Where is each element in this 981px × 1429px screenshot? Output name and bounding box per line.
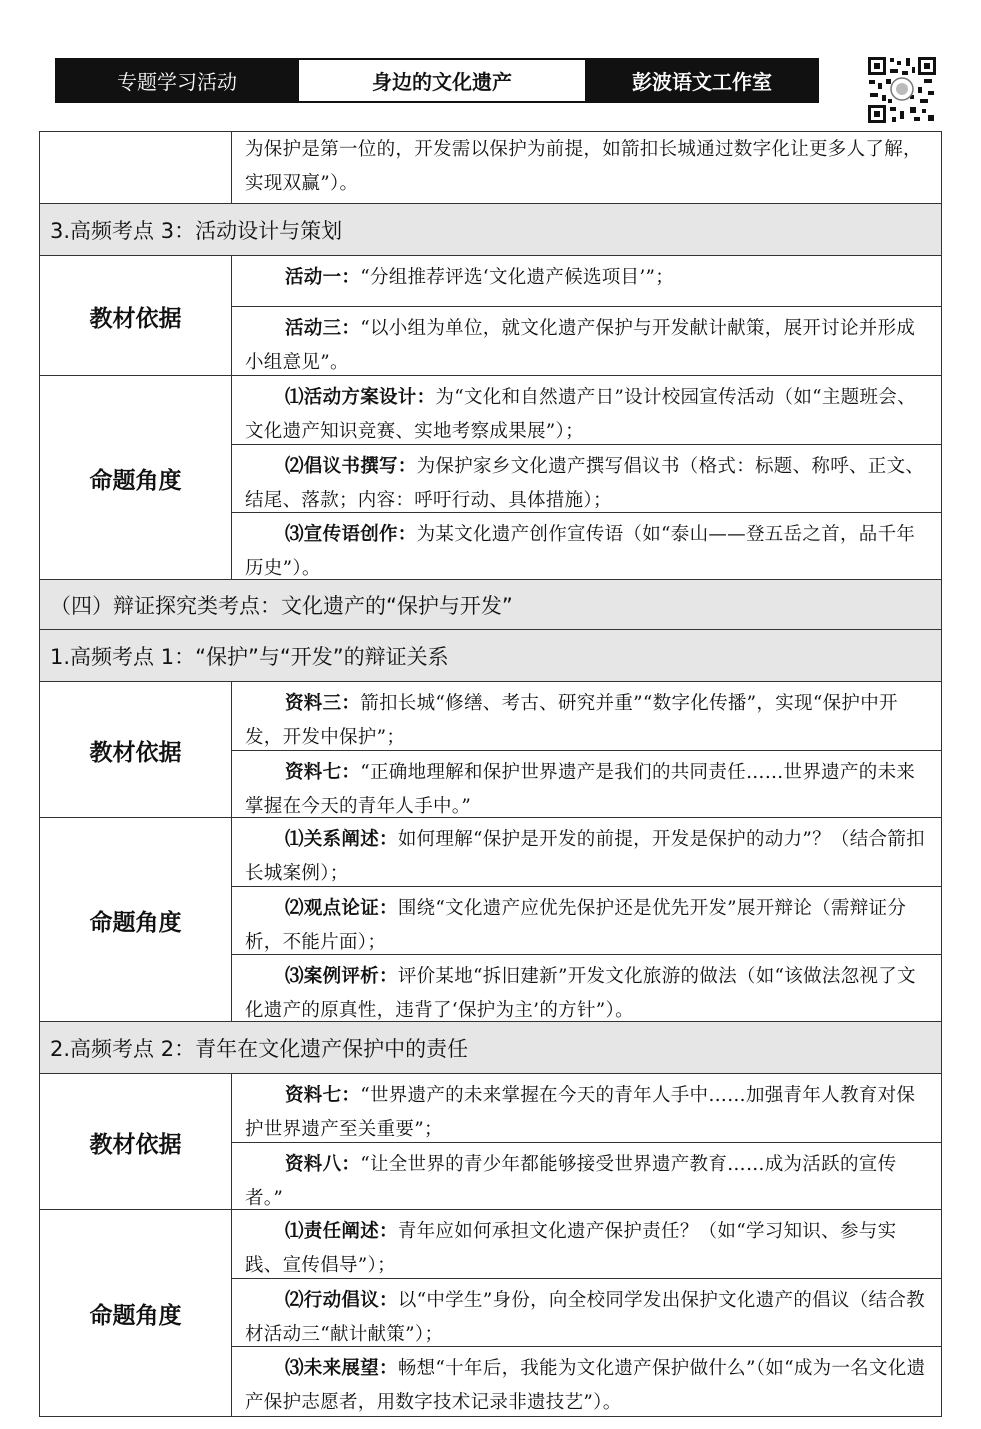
row-label: 命题角度 (40, 1210, 232, 1416)
row-label: 命题角度 (40, 376, 232, 580)
header-bar (55, 58, 819, 103)
angle-item: ⑵行动倡议：以“中学生”身份，向全校同学发出保护文化遗产的倡议（结合教材活动三“献计献策”）； (232, 1278, 941, 1346)
row-label: 命题角度 (40, 818, 232, 1022)
header-series: 专题学习活动 (57, 60, 297, 101)
s41-angle-row (40, 818, 941, 1022)
angle-item: ⑴活动方案设计：为“文化和自然遗产日”设计校园宣传活动（如“主题班会、文化遗产知识竞赛、实地考察成果展”）； (245, 387, 916, 442)
continuation-row (40, 132, 941, 204)
qr-code-icon (866, 55, 938, 125)
angle-item: ⑶宣传语创作：为某文化遗产创作宣传语（如“泰山——登五岳之首，品千年历史”）。 (232, 512, 941, 580)
angle-item: ⑴关系阐述：如何理解“保护是开发的前提，开发是保护的动力”？（结合箭扣长城案例）； (245, 829, 925, 884)
basis-item: 资料七：“世界遗产的未来掌握在今天的青年人手中……加强青年人教育对保护世界遗产至关重要”； (245, 1085, 916, 1140)
basis-item: 资料八：“让全世界的青少年都能够接受世界遗产教育……成为活跃的宣传者。” (232, 1142, 941, 1210)
header-title: 身边的文化遗产 (297, 60, 587, 101)
angle-item: ⑵观点论证：围绕“文化遗产应优先保护还是优先开发”展开辩论（需辩证分析，不能片面）； (232, 886, 941, 954)
basis-item: 资料七：“正确地理解和保护世界遗产是我们的共同责任……世界遗产的未来掌握在今天的青年人手中。” (232, 750, 941, 818)
row-label: 教材依据 (40, 1074, 232, 1210)
angle-item: ⑶案例评析：评价某地“拆旧建新”开发文化旅游的做法（如“该做法忽视了文化遗产的原真性，违背了‘保护为主’的方针”）。 (232, 954, 941, 1022)
continuation-text: 为保护是第一位的，开发需以保护为前提，如箭扣长城通过数字化让更多人了解，实现双赢”）。 (245, 139, 922, 194)
angle-item: ⑶未来展望：畅想“十年后，我能为文化遗产保护做什么”（如“成为一名文化遗产保护志愿者，用数字技术记录非遗技艺”）。 (232, 1346, 941, 1416)
section-heading: 2.高频考点 2：青年在文化遗产保护中的责任 (40, 1022, 941, 1074)
section-heading: 3.高频考点 3：活动设计与策划 (40, 204, 941, 256)
angle-item: ⑴责任阐述：青年应如何承担文化遗产保护责任？（如“学习知识、参与实践、宣传倡导”）； (245, 1221, 897, 1276)
basis-item: 资料三：箭扣长城“修缮、考古、研究并重”“数字化传播”，实现“保护中开发，开发中保护”； (245, 693, 898, 748)
header-studio: 彭波语文工作室 (587, 60, 817, 101)
empty-label-cell (40, 132, 232, 204)
s3-angle-row (40, 376, 941, 580)
s3-basis-row (40, 256, 941, 376)
angle-item: ⑵倡议书撰写：为保护家乡文化遗产撰写倡议书（格式：标题、称呼、正文、结尾、落款；内容：呼吁行动、具体措施）； (232, 444, 941, 512)
s42-angle-row (40, 1210, 941, 1416)
section-heading: 1.高频考点 1：“保护”与“开发”的辩证关系 (40, 630, 941, 682)
row-label: 教材依据 (40, 256, 232, 376)
s41-basis-row (40, 682, 941, 818)
basis-item: 活动一：“分组推荐评选‘文化遗产候选项目’”； (285, 267, 675, 288)
basis-item: 活动三：“以小组为单位，就文化遗产保护与开发献计献策，展开讨论并形成小组意见”。 (232, 306, 941, 376)
s42-basis-row (40, 1074, 941, 1210)
content-table (39, 131, 942, 1417)
part-heading: （四）辩证探究类考点：文化遗产的“保护与开发” (40, 580, 941, 630)
row-label: 教材依据 (40, 682, 232, 818)
